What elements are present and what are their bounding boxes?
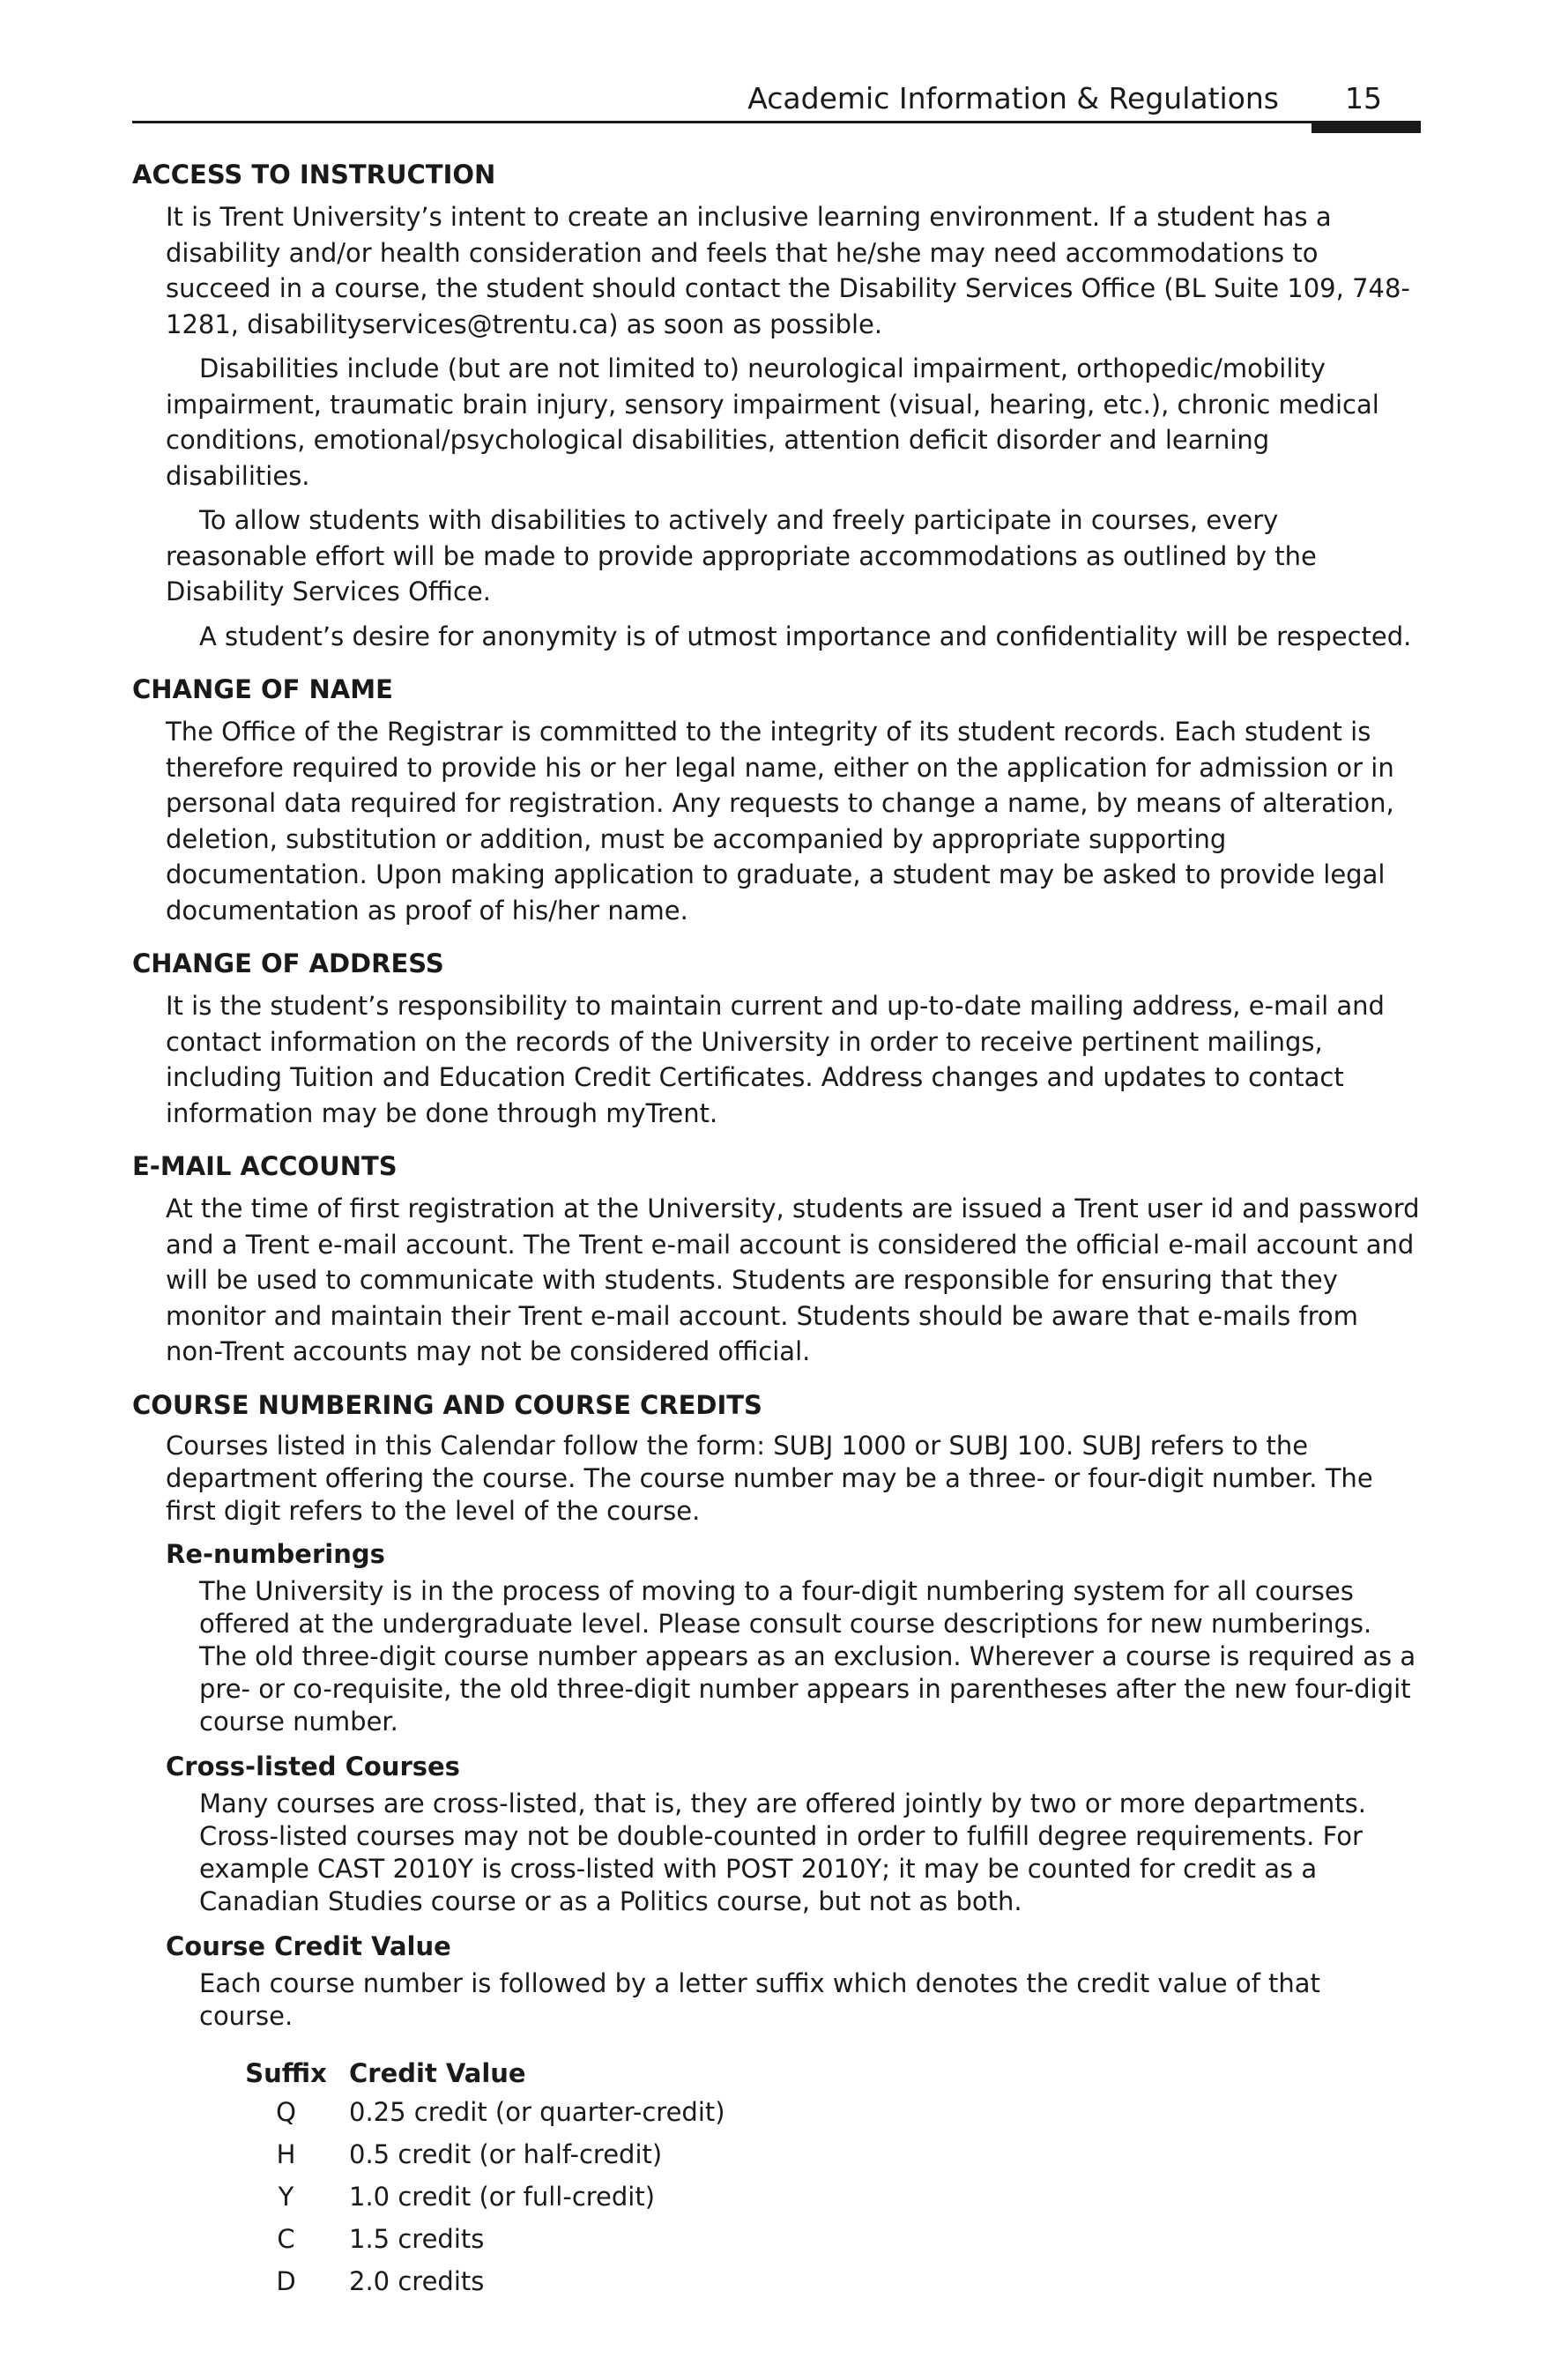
paragraph: To allow students with disabilities to actively and freely participate in courses, every reasonable effort will be made to provide appropriate accommodations as outlined by the Disability Services Office. <box>166 505 1317 606</box>
credit-value-cell: 0.5 credit (or half-credit) <box>349 2138 663 2169</box>
subsection-heading-credit-value: Course Credit Value <box>166 1930 451 1961</box>
header-rule <box>132 121 1312 123</box>
credit-value-cell: 2.0 credits <box>349 2265 485 2296</box>
suffix-cell: D <box>276 2265 296 2296</box>
table-row <box>223 2260 725 2302</box>
header-tab-bar <box>1312 121 1421 133</box>
paragraph: Disabilities include (but are not limited to) neurological impairment, orthopedic/mobility impairment, traumatic brain injury, sensory impairment (visual, hearing, etc.), chronic medical conditions, emotional/psychological disabilities, attention deficit disorder and learning disabilities. <box>166 353 1379 491</box>
section-heading: ACCESS TO INSTRUCTION <box>132 160 496 190</box>
table-row <box>223 2133 725 2175</box>
section-heading: CHANGE OF NAME <box>132 674 393 704</box>
paragraph: A student’s desire for anonymity is of utmost importance and confidentiality will be respected. <box>199 621 1412 651</box>
table-row <box>223 2091 725 2133</box>
paragraph: Many courses are cross-listed, that is, they are offered jointly by two or more departments. Cross-listed courses may not be double-counted in order to fulfill degree requirements. For example CAST 2010Y is cross-listed with POST 2010Y; it may be counted for credit as a Canadian Studies course or as a Politics course, but not as both. <box>199 1788 1366 1916</box>
table-row <box>223 2218 725 2260</box>
table-row <box>223 2175 725 2218</box>
paragraph: Each course number is followed by a letter suffix which denotes the credit value of that course. <box>199 1967 1320 2031</box>
subsection-heading-renumberings: Re-numberings <box>166 1538 385 1569</box>
column-header-suffix: Suffix <box>245 2057 327 2088</box>
section-access-to-instruction <box>132 157 1421 654</box>
credit-value-cell: 0.25 credit (or quarter-credit) <box>349 2096 725 2127</box>
suffix-cell: H <box>276 2138 296 2169</box>
suffix-cell: Y <box>278 2181 294 2212</box>
section-heading: COURSE NUMBERING AND COURSE CREDITS <box>132 1389 762 1420</box>
section-change-of-name <box>132 672 1421 928</box>
credit-value-cell: 1.5 credits <box>349 2223 485 2254</box>
suffix-cell: Q <box>276 2096 296 2127</box>
section-heading: CHANGE OF ADDRESS <box>132 948 444 978</box>
credit-value-table <box>223 2056 725 2302</box>
paragraph: Courses listed in this Calendar follow the form: SUBJ 1000 or SUBJ 100. SUBJ refers to the department offering the course. The course number may be a three- or four-digit number. The first digit refers to the level of the course. <box>166 1430 1373 1526</box>
section-email-accounts <box>132 1149 1421 1370</box>
running-header-title: Academic Information & Regulations <box>747 81 1279 115</box>
column-header-credit-value: Credit Value <box>349 2057 526 2088</box>
subsection-heading-cross-listed: Cross-listed Courses <box>166 1751 460 1781</box>
section-change-of-address <box>132 946 1421 1131</box>
paragraph: It is the student’s responsibility to maintain current and up-to-date mailing address, e-mail and contact information on the records of the University in order to receive pertinent mailings, including Tuition and Education Credit Certificates. Address changes and updates to contact information may be done through myTrent. <box>166 991 1385 1128</box>
page-content <box>132 157 1421 2302</box>
section-course-numbering <box>132 1387 1421 2302</box>
section-heading: E-MAIL ACCOUNTS <box>132 1151 398 1181</box>
paragraph: The Office of the Registrar is committed to the integrity of its student records. Each student is therefore required to provide his or her legal name, either on the application for admission or in personal data required for registration. Any requests to change a name, by means of alteration, deletion, substitution or addition, must be accompanied by appropriate supporting documentation. Upon making application to graduate, a student may be asked to provide legal documentation as proof of his/her name. <box>166 717 1394 926</box>
credit-value-cell: 1.0 credit (or full-credit) <box>349 2181 656 2212</box>
paragraph: It is Trent University’s intent to create an inclusive learning environment. If a student has a disability and/or health consideration and feels that he/she may need accommodations to succeed in a course, the student should contact the Disability Services Office (BL Suite 109, 748-1281, disabilityservices@trentu.ca) as soon as possible. <box>166 202 1410 339</box>
suffix-cell: C <box>277 2223 295 2254</box>
page-number: 15 <box>1345 81 1382 115</box>
paragraph: At the time of first registration at the University, students are issued a Trent user id and password and a Trent e-mail account. The Trent e-mail account is considered the official e-mail account and will be used to communicate with students. Students are responsible for ensuring that they monitor and maintain their Trent e-mail account. Students should be aware that e-mails from non-Trent accounts may not be considered official. <box>166 1194 1420 1366</box>
paragraph: The University is in the process of moving to a four-digit numbering system for all courses offered at the undergraduate level. Please consult course descriptions for new numberings. The old three-digit course number appears as an exclusion. Wherever a course is required as a pre- or co-requisite, the old three-digit number appears in parentheses after the new four-digit course number. <box>199 1575 1416 1737</box>
